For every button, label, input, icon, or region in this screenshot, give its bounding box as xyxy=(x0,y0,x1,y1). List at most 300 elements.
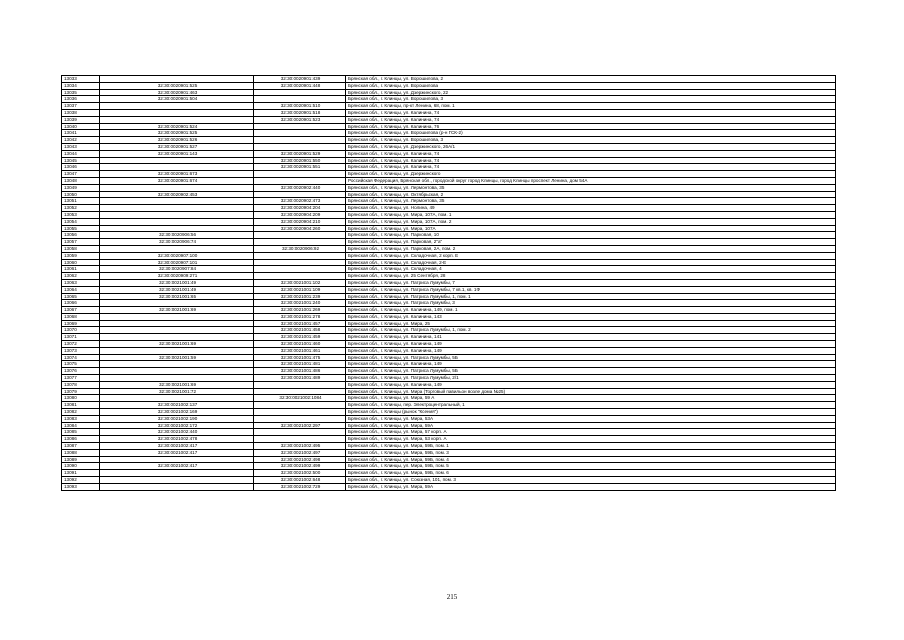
land-parcel-cell xyxy=(100,300,254,307)
land-parcel-cell: 32:30:0020901:524 xyxy=(100,123,254,130)
table-row xyxy=(62,429,836,436)
building-cell xyxy=(254,130,346,137)
address-cell: Брянская обл., г. Клинцы, ул. Калинина, 74 xyxy=(346,150,836,157)
address-cell: Брянская обл., г. Клинцы, ул. Мира, 59 А xyxy=(346,395,836,402)
address-cell: Брянская обл., г. Клинцы, ул. Патриса Лумумбы, 7 кв.1, кв. 1Ф xyxy=(346,286,836,293)
address-cell: Брянская обл., г. Клинцы, ул. Парковая, 2"а" xyxy=(346,239,836,246)
land-parcel-cell: 32:30:0021002:417 xyxy=(100,463,254,470)
row-number-cell: 13091 xyxy=(62,470,100,477)
address-cell: Брянская обл., г. Клинцы, ул. Лермонтова, 35 xyxy=(346,184,836,191)
table-row xyxy=(62,89,836,96)
building-cell: 32:30:0021001:109 xyxy=(254,286,346,293)
row-number-cell: 13054 xyxy=(62,218,100,225)
table-row xyxy=(62,320,836,327)
address-cell: Брянская обл., г. Клинцы, ул. Октябрьская, 2 xyxy=(346,191,836,198)
table-row xyxy=(62,436,836,443)
row-number-cell: 13092 xyxy=(62,477,100,484)
table-row xyxy=(62,395,836,402)
table-row xyxy=(62,266,836,273)
building-cell: 32:30:0021001:459 xyxy=(254,334,346,341)
address-cell: Брянская обл., г. Клинцы, ул. Ворошилова, 3 xyxy=(346,137,836,144)
land-parcel-cell xyxy=(100,103,254,110)
row-number-cell: 13046 xyxy=(62,164,100,171)
building-cell: 32:30:0020901:550 xyxy=(254,157,346,164)
address-cell: Брянская обл., г. Клинцы, ул. Складочная, 2 корп. Е xyxy=(346,252,836,259)
address-cell: Брянская обл., г. Клинцы, ул. Патриса Лумумбы, 1, пом. 2 xyxy=(346,327,836,334)
land-parcel-cell: 32:30:0020901:525 xyxy=(100,82,254,89)
row-number-cell: 13045 xyxy=(62,157,100,164)
address-cell: Брянская обл., г. Клинцы, ул. Союзная, 101, пом. 3 xyxy=(346,477,836,484)
row-number-cell: 13089 xyxy=(62,456,100,463)
address-cell: Брянская обл., г. Клинцы, ул. Мира, 107А, пом. 1 xyxy=(346,211,836,218)
address-cell: Брянская обл., г. Клинцы, ул. Калинина, 143 xyxy=(346,313,836,320)
address-cell: Брянская обл., г. Клинцы, ул. Калинина, 149 xyxy=(346,347,836,354)
building-cell xyxy=(254,177,346,184)
address-cell: Брянская обл., г. Клинцы, ул. Патриса Лумумбы, 5Б xyxy=(346,354,836,361)
building-cell: 32:30:0020901:439 xyxy=(254,76,346,83)
building-cell: 32:30:0021002:499 xyxy=(254,463,346,470)
address-cell: Брянская обл., г. Клинцы, ул. Мира (Торговый павильон возле дома №25) xyxy=(346,388,836,395)
row-number-cell: 13074 xyxy=(62,354,100,361)
land-parcel-cell xyxy=(100,334,254,341)
row-number-cell: 13041 xyxy=(62,130,100,137)
address-cell: Брянская обл., г. Клинцы, ул. Калинина, 76 xyxy=(346,123,836,130)
address-cell: Брянская обл., г. Клинцы, ул. Калинина, 149 xyxy=(346,381,836,388)
row-number-cell: 13084 xyxy=(62,422,100,429)
land-parcel-cell xyxy=(100,245,254,252)
row-number-cell: 13090 xyxy=(62,463,100,470)
table-row xyxy=(62,409,836,416)
address-cell: Брянская обл., г. Клинцы, ул. Мира, 59Б, пом. 6 xyxy=(346,470,836,477)
land-parcel-cell: 32:30:0020901:527 xyxy=(100,143,254,150)
land-parcel-cell: 32:30:0020909:271 xyxy=(100,273,254,280)
table-row xyxy=(62,82,836,89)
row-number-cell: 13080 xyxy=(62,395,100,402)
page-number: 215 xyxy=(446,593,458,601)
address-cell: Брянская обл., г. Клинцы, пр-кт Ленина, 68, пом. 1 xyxy=(346,103,836,110)
table-row xyxy=(62,463,836,470)
table-row xyxy=(62,341,836,348)
row-number-cell: 13036 xyxy=(62,96,100,103)
row-number-cell: 13048 xyxy=(62,177,100,184)
row-number-cell: 13060 xyxy=(62,259,100,266)
address-cell: Российская Федерация, Брянская обл., городской округ город Клинцы, город Клинцы проспект Ленина, дом 54А xyxy=(346,177,836,184)
building-cell: 32:30:0021002:297 xyxy=(254,422,346,429)
row-number-cell: 13040 xyxy=(62,123,100,130)
land-parcel-cell: 32:30:0021002:137 xyxy=(100,402,254,409)
building-cell: 32:30:0021002:500 xyxy=(254,470,346,477)
building-cell xyxy=(254,436,346,443)
address-cell: Брянская обл., г. Клинцы, ул. Ворошилова (р-н ГСК-2) xyxy=(346,130,836,137)
row-number-cell: 13071 xyxy=(62,334,100,341)
address-cell: Брянская обл., г. Клинцы, ул. Патриса Лумумбы, 2/1 xyxy=(346,375,836,382)
table-row xyxy=(62,347,836,354)
address-cell: Брянская обл., г. Клинцы, ул. Нолина, 49 xyxy=(346,205,836,212)
table-row xyxy=(62,137,836,144)
table-row xyxy=(62,354,836,361)
table-row xyxy=(62,109,836,116)
land-parcel-cell xyxy=(100,313,254,320)
address-cell: Брянская обл., г. Клинцы, ул. Калинина, 149 xyxy=(346,341,836,348)
land-parcel-cell xyxy=(100,347,254,354)
land-parcel-cell xyxy=(100,327,254,334)
land-parcel-cell xyxy=(100,470,254,477)
building-cell xyxy=(254,388,346,395)
building-cell: 32:30:0020901:510 xyxy=(254,103,346,110)
row-number-cell: 13033 xyxy=(62,76,100,83)
table-row xyxy=(62,422,836,429)
building-cell xyxy=(254,429,346,436)
land-parcel-cell: 32:30:0021001:69 xyxy=(100,341,254,348)
row-number-cell: 13083 xyxy=(62,415,100,422)
land-parcel-cell: 32:30:0021001:59 xyxy=(100,354,254,361)
land-parcel-cell: 32:30:0020901:526 xyxy=(100,137,254,144)
row-number-cell: 13085 xyxy=(62,429,100,436)
row-number-cell: 13050 xyxy=(62,191,100,198)
address-cell: Брянская обл., г. Клинцы, ул. Калинина, 149, пом. 1 xyxy=(346,307,836,314)
building-cell xyxy=(254,381,346,388)
address-cell: Брянская обл., г. Клинцы, ул. Мира, 53 корп. А xyxy=(346,436,836,443)
address-cell: Брянская обл., г. Клинцы, ул. Дзержинского, 26А/1 xyxy=(346,143,836,150)
table-row xyxy=(62,157,836,164)
building-cell: 32:30:0021001:481 xyxy=(254,361,346,368)
address-cell: Брянская обл., г. Клинцы, ул. Парковая, 10 xyxy=(346,232,836,239)
address-cell: Брянская обл., г. Клинцы, ул. 25 Сентября, 28 xyxy=(346,273,836,280)
building-cell: 32:30:0021001:461 xyxy=(254,347,346,354)
land-parcel-cell xyxy=(100,205,254,212)
building-cell: 32:30:0020901:551 xyxy=(254,164,346,171)
row-number-cell: 13056 xyxy=(62,232,100,239)
land-parcel-cell xyxy=(100,198,254,205)
row-number-cell: 13066 xyxy=(62,300,100,307)
land-parcel-cell: 32:30:0021002:190 xyxy=(100,415,254,422)
row-number-cell: 13052 xyxy=(62,205,100,212)
table-row xyxy=(62,477,836,484)
table-row xyxy=(62,76,836,83)
building-cell xyxy=(254,409,346,416)
table-row xyxy=(62,286,836,293)
building-cell: 32:30:0020901:448 xyxy=(254,82,346,89)
land-parcel-cell xyxy=(100,218,254,225)
table-row xyxy=(62,388,836,395)
land-parcel-cell: 32:30:0021002:478 xyxy=(100,436,254,443)
row-number-cell: 13073 xyxy=(62,347,100,354)
land-parcel-cell: 32:30:0021002:172 xyxy=(100,422,254,429)
land-parcel-cell: 32:30:0021002:440 xyxy=(100,429,254,436)
row-number-cell: 13087 xyxy=(62,443,100,450)
land-parcel-cell: 32:30:0020907:84 xyxy=(100,266,254,273)
land-parcel-cell xyxy=(100,320,254,327)
building-cell: 32:30:0021002:1084 xyxy=(254,395,346,402)
building-cell: 32:30:0020904:209 xyxy=(254,211,346,218)
table-row xyxy=(62,456,836,463)
row-number-cell: 13059 xyxy=(62,252,100,259)
land-parcel-cell: 32:30:0020907:101 xyxy=(100,259,254,266)
row-number-cell: 13067 xyxy=(62,307,100,314)
address-cell: Брянская обл., г. Клинцы, ул. Калинина, 141 xyxy=(346,334,836,341)
building-cell xyxy=(254,191,346,198)
row-number-cell: 13049 xyxy=(62,184,100,191)
row-number-cell: 13053 xyxy=(62,211,100,218)
building-cell: 32:30:0021001:278 xyxy=(254,313,346,320)
table-row xyxy=(62,334,836,341)
table-row xyxy=(62,205,836,212)
table-row xyxy=(62,184,836,191)
address-cell: Брянская обл., г. Клинцы, ул. Патриса Лумумбы, 7 xyxy=(346,279,836,286)
building-cell: 32:30:0020904:210 xyxy=(254,218,346,225)
table-row xyxy=(62,164,836,171)
table-row xyxy=(62,470,836,477)
building-cell xyxy=(254,171,346,178)
land-parcel-cell: 32:30:0021002:417 xyxy=(100,449,254,456)
row-number-cell: 13082 xyxy=(62,409,100,416)
building-cell: 32:30:0021001:460 xyxy=(254,341,346,348)
land-parcel-cell xyxy=(100,368,254,375)
table-row xyxy=(62,198,836,205)
row-number-cell: 13075 xyxy=(62,361,100,368)
building-cell xyxy=(254,252,346,259)
table-row xyxy=(62,96,836,103)
table-row xyxy=(62,218,836,225)
building-cell: 32:30:0020904:204 xyxy=(254,205,346,212)
table-row xyxy=(62,211,836,218)
table-row xyxy=(62,449,836,456)
row-number-cell: 13038 xyxy=(62,109,100,116)
row-number-cell: 13078 xyxy=(62,381,100,388)
table-row xyxy=(62,327,836,334)
row-number-cell: 13057 xyxy=(62,239,100,246)
building-cell: 32:30:0021002:497 xyxy=(254,449,346,456)
address-cell: Брянская обл., г. Клинцы, пер. Электроцентральный, 1 xyxy=(346,402,836,409)
land-parcel-cell xyxy=(100,184,254,191)
row-number-cell: 13079 xyxy=(62,388,100,395)
table-row xyxy=(62,150,836,157)
building-cell: 32:30:0020901:518 xyxy=(254,109,346,116)
building-cell: 32:30:0021001:486 xyxy=(254,368,346,375)
row-number-cell: 13081 xyxy=(62,402,100,409)
row-number-cell: 13068 xyxy=(62,313,100,320)
table-row xyxy=(62,232,836,239)
building-cell: 32:30:0020901:529 xyxy=(254,150,346,157)
table-row xyxy=(62,381,836,388)
building-cell: 32:30:0020902:473 xyxy=(254,198,346,205)
land-parcel-cell: 32:30:0021001:69 xyxy=(100,307,254,314)
land-parcel-cell xyxy=(100,361,254,368)
address-cell: Брянская обл., г. Клинцы (рынок "Ксения") xyxy=(346,409,836,416)
building-cell: 32:30:0021001:269 xyxy=(254,307,346,314)
address-cell: Брянская обл., г. Клинцы, ул. Дзержинского, 22 xyxy=(346,89,836,96)
address-cell: Брянская обл., г. Клинцы, ул. Калинина, 74 xyxy=(346,116,836,123)
table-row xyxy=(62,171,836,178)
address-cell: Брянская обл., г. Клинцы, ул. Дзержинского xyxy=(346,171,836,178)
building-cell: 32:30:0021002:495 xyxy=(254,443,346,450)
land-parcel-cell: 32:30:0021002:417 xyxy=(100,443,254,450)
address-cell: Брянская обл., г. Клинцы, ул. Мира, 59Б, пом. 3 xyxy=(346,449,836,456)
address-cell: Брянская обл., г. Клинцы, ул. Мира, 59А xyxy=(346,422,836,429)
address-cell: Брянская обл., г. Клинцы, ул. Ворошилова, 2 xyxy=(346,76,836,83)
land-parcel-cell xyxy=(100,76,254,83)
table-row xyxy=(62,225,836,232)
table-row xyxy=(62,368,836,375)
cadastral-table xyxy=(61,75,836,491)
building-cell: 32:30:0021001:239 xyxy=(254,293,346,300)
land-parcel-cell: 32:30:0021001:49 xyxy=(100,286,254,293)
row-number-cell: 13051 xyxy=(62,198,100,205)
table-row xyxy=(62,259,836,266)
table-body xyxy=(62,76,836,491)
row-number-cell: 13077 xyxy=(62,375,100,382)
row-number-cell: 13061 xyxy=(62,266,100,273)
address-cell: Брянская обл., г. Клинцы, ул. Мира, 107А, пом. 2 xyxy=(346,218,836,225)
address-cell: Брянская обл., г. Клинцы, ул. Лермонтова, 35 xyxy=(346,198,836,205)
address-cell: Брянская обл., г. Клинцы, ул. Патриса Лумумбы, 1, пом. 1 xyxy=(346,293,836,300)
land-parcel-cell xyxy=(100,211,254,218)
table-row xyxy=(62,300,836,307)
address-cell: Брянская обл., г. Клинцы, ул. Мира, 25 xyxy=(346,320,836,327)
building-cell: 32:30:0021002:498 xyxy=(254,456,346,463)
address-cell: Брянская обл., г. Клинцы, ул. Патриса Лумумбы, 5Б xyxy=(346,368,836,375)
row-number-cell: 13047 xyxy=(62,171,100,178)
address-cell: Брянская обл., г. Клинцы, ул. Мира, 107А xyxy=(346,225,836,232)
row-number-cell: 13069 xyxy=(62,320,100,327)
address-cell: Брянская обл., г. Клинцы, ул. Складочная, 2-Е xyxy=(346,259,836,266)
address-cell: Брянская обл., г. Клинцы, ул. Мира, 53А xyxy=(346,415,836,422)
land-parcel-cell: 32:30:0021001:69 xyxy=(100,381,254,388)
building-cell xyxy=(254,89,346,96)
table-row xyxy=(62,143,836,150)
building-cell: 32:30:0021002:729 xyxy=(254,483,346,490)
row-number-cell: 13035 xyxy=(62,89,100,96)
land-parcel-cell: 32:30:0020901:674 xyxy=(100,177,254,184)
land-parcel-cell: 32:30:0020906:56 xyxy=(100,232,254,239)
table-row xyxy=(62,375,836,382)
row-number-cell: 13043 xyxy=(62,143,100,150)
building-cell: 32:30:0021001:458 xyxy=(254,327,346,334)
row-number-cell: 13063 xyxy=(62,279,100,286)
row-number-cell: 13044 xyxy=(62,150,100,157)
building-cell: 32:30:0020906:92 xyxy=(254,245,346,252)
land-parcel-cell: 32:30:0020902:453 xyxy=(100,191,254,198)
building-cell: 32:30:0021001:489 xyxy=(254,375,346,382)
building-cell xyxy=(254,123,346,130)
row-number-cell: 13042 xyxy=(62,137,100,144)
table-row xyxy=(62,191,836,198)
row-number-cell: 13034 xyxy=(62,82,100,89)
building-cell xyxy=(254,259,346,266)
land-parcel-cell xyxy=(100,456,254,463)
land-parcel-cell xyxy=(100,116,254,123)
building-cell xyxy=(254,266,346,273)
land-parcel-cell: 32:30:0020901:463 xyxy=(100,89,254,96)
land-parcel-cell: 32:30:0021001:49 xyxy=(100,279,254,286)
building-cell xyxy=(254,239,346,246)
land-parcel-cell: 32:30:0021002:169 xyxy=(100,409,254,416)
land-parcel-cell xyxy=(100,109,254,116)
table-row xyxy=(62,361,836,368)
building-cell: 32:30:0021001:102 xyxy=(254,279,346,286)
land-parcel-cell: 32:30:0020901:143 xyxy=(100,150,254,157)
building-cell: 32:30:0021001:475 xyxy=(254,354,346,361)
building-cell: 32:30:0021002:648 xyxy=(254,477,346,484)
land-parcel-cell xyxy=(100,483,254,490)
table-row xyxy=(62,116,836,123)
building-cell: 32:30:0021001:457 xyxy=(254,320,346,327)
building-cell: 32:30:0021001:240 xyxy=(254,300,346,307)
address-cell: Брянская обл., г. Клинцы, ул. Складочная, 4 xyxy=(346,266,836,273)
land-parcel-cell: 32:30:0021001:65 xyxy=(100,293,254,300)
address-cell: Брянская обл., г. Клинцы, ул. Калинина, 149 xyxy=(346,361,836,368)
table-row xyxy=(62,307,836,314)
land-parcel-cell: 32:30:0020901:525 xyxy=(100,130,254,137)
row-number-cell: 13065 xyxy=(62,293,100,300)
address-cell: Брянская обл., г. Клинцы, ул. Калинина, 74 xyxy=(346,164,836,171)
table-row xyxy=(62,177,836,184)
land-parcel-cell: 32:30:0021001:72 xyxy=(100,388,254,395)
row-number-cell: 13055 xyxy=(62,225,100,232)
building-cell xyxy=(254,232,346,239)
table-row xyxy=(62,313,836,320)
table-row xyxy=(62,103,836,110)
building-cell xyxy=(254,137,346,144)
building-cell xyxy=(254,402,346,409)
row-number-cell: 13058 xyxy=(62,245,100,252)
address-cell: Брянская обл., г. Клинцы, ул. Парковая, 2А, пом. 2 xyxy=(346,245,836,252)
row-number-cell: 13039 xyxy=(62,116,100,123)
land-parcel-cell xyxy=(100,375,254,382)
address-cell: Брянская обл., г. Клинцы, ул. Патриса Лумумбы, 3 xyxy=(346,300,836,307)
address-cell: Брянская обл., г. Клинцы, ул. Калинина, 74 xyxy=(346,157,836,164)
row-number-cell: 13088 xyxy=(62,449,100,456)
address-cell: Брянская обл., г. Клинцы, ул. Мира, 59Б, пом. 1 xyxy=(346,443,836,450)
table-row xyxy=(62,123,836,130)
table-row xyxy=(62,279,836,286)
land-parcel-cell: 32:30:0020901:504 xyxy=(100,96,254,103)
table-row xyxy=(62,293,836,300)
address-cell: Брянская обл., г. Клинцы, ул. Мира, 59Б, пом. 5 xyxy=(346,463,836,470)
row-number-cell: 13062 xyxy=(62,273,100,280)
address-cell: Брянская обл., г. Клинцы, ул. Мира, 57 корп. А xyxy=(346,429,836,436)
building-cell: 32:30:0020902:440 xyxy=(254,184,346,191)
row-number-cell: 13076 xyxy=(62,368,100,375)
land-parcel-cell: 32:30:0020906:74 xyxy=(100,239,254,246)
table-row xyxy=(62,252,836,259)
table-row xyxy=(62,239,836,246)
land-parcel-cell xyxy=(100,225,254,232)
building-cell xyxy=(254,273,346,280)
land-parcel-cell: 32:30:0020907:100 xyxy=(100,252,254,259)
row-number-cell: 13086 xyxy=(62,436,100,443)
table-row xyxy=(62,402,836,409)
table-row xyxy=(62,415,836,422)
row-number-cell: 13064 xyxy=(62,286,100,293)
address-cell: Брянская обл., г. Клинцы, ул. Ворошилова, 3 xyxy=(346,96,836,103)
address-cell: Брянская обл., г. Клинцы, ул. Мира, 59А xyxy=(346,483,836,490)
building-cell xyxy=(254,143,346,150)
land-parcel-cell xyxy=(100,477,254,484)
address-cell: Брянская обл., г. Клинцы, ул. Ворошилова xyxy=(346,82,836,89)
building-cell xyxy=(254,96,346,103)
table-row xyxy=(62,245,836,252)
table-row xyxy=(62,130,836,137)
land-parcel-cell xyxy=(100,157,254,164)
row-number-cell: 13070 xyxy=(62,327,100,334)
table-row xyxy=(62,273,836,280)
row-number-cell: 13037 xyxy=(62,103,100,110)
building-cell xyxy=(254,415,346,422)
address-cell: Брянская обл., г. Клинцы, ул. Калинина, 74 xyxy=(346,109,836,116)
row-number-cell: 13072 xyxy=(62,341,100,348)
building-cell: 32:30:0020904:260 xyxy=(254,225,346,232)
